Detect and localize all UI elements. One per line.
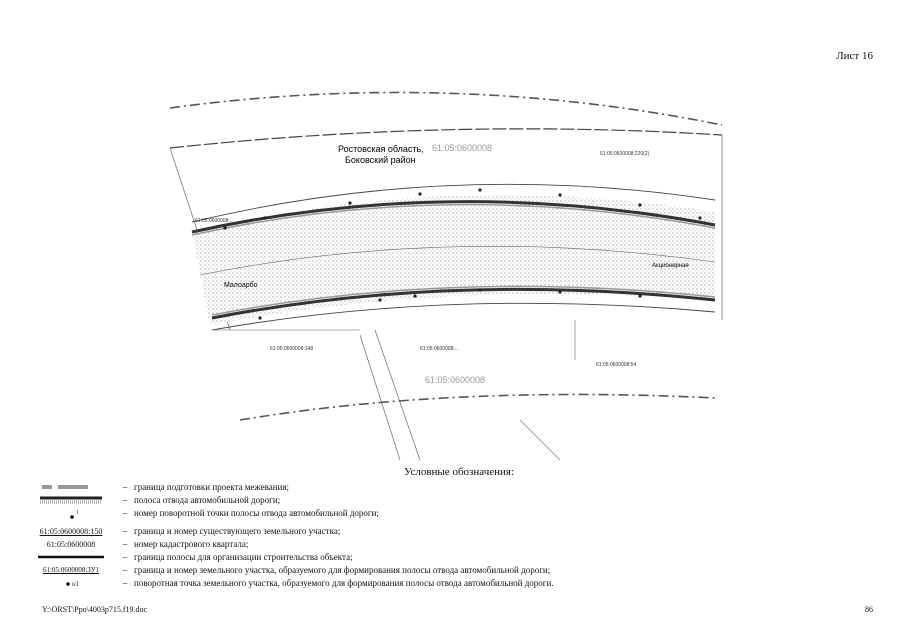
legend-text: номер кадастрового квартала; [134, 539, 249, 549]
turning-point-symbol [30, 507, 112, 520]
existing-parcel-label: 61:05:0600008:150 [39, 527, 103, 536]
project-boundary-symbol [30, 481, 112, 494]
legend-title: Условные обозначения: [404, 466, 515, 478]
legend-dash: – [122, 508, 128, 518]
cadastral-quarter-label: 61:05:0600008 [46, 540, 96, 549]
existing-parcel-symbol [30, 525, 112, 538]
settlement-label: Малоарбо [224, 282, 258, 289]
legend-text: граница полосы для организации строительства объекта; [134, 552, 353, 562]
turning-point-number: 1 [76, 510, 79, 516]
project-boundary-top [170, 92, 722, 125]
legend-dash: – [122, 526, 128, 536]
legend-dash: – [122, 578, 128, 588]
project-boundary-bottom [240, 394, 715, 420]
parcel-line-b [375, 330, 420, 460]
legend-dash: – [122, 539, 128, 549]
region-line1: Ростовская область, [338, 144, 424, 154]
legend-text: полоса отвода автомобильной дороги; [134, 495, 281, 505]
parcel-label: 61:05:0600008:54 [596, 362, 637, 368]
right-of-way-symbol [30, 494, 112, 507]
legend-dash: – [122, 552, 128, 562]
legend-text: граница и номер земельного участка, образуемого для формирования полосы отвода автомобильной дороги; [134, 565, 551, 575]
legend-text: поворотная точка земельного участка, образуемого для формирования полосы отвода автомобильной дороги. [134, 578, 554, 588]
parcel-label: 61:05:0600008:220(2) [600, 151, 650, 157]
quarter-label-top: 61:05:0600008 [432, 143, 493, 153]
legend-text: граница подготовки проекта межевания; [134, 482, 290, 492]
region-line2: Боковский район [345, 155, 416, 165]
quarter-label-bottom: 61:05:0600008 [425, 375, 486, 385]
legend-text: граница и номер существующего земельного участка; [134, 526, 341, 536]
new-turning-point-label: н1 [72, 580, 80, 588]
parcel-line-e [520, 420, 560, 460]
legend-dash: – [122, 565, 128, 575]
parcel-label: 61:05:0600008:... [195, 218, 234, 224]
parcel-label: 61:05:0600008:148 [270, 346, 314, 352]
new-parcel-symbol [30, 564, 112, 577]
parcel-label: 61:05:0600008:... [420, 346, 459, 352]
parcel-line-a [360, 335, 400, 460]
cadastral-quarter-symbol [30, 538, 112, 551]
legend-dash: – [122, 482, 128, 492]
legend-text: номер поворотной точки полосы отвода автомобильной дороги; [134, 508, 379, 518]
new-parcel-label: 61:05:0600008:ЗУ1 [42, 566, 100, 574]
legend-dash: – [122, 495, 128, 505]
page-number: 86 [865, 605, 873, 614]
construction-strip-symbol [30, 551, 112, 564]
new-turning-point-symbol [30, 577, 112, 590]
footer-file-path: Y:\ORST\Ppo\4003p715.f19.doc [42, 605, 148, 614]
right-label: Акционерная [652, 263, 689, 269]
sheet-label: Лист 16 [836, 50, 873, 62]
